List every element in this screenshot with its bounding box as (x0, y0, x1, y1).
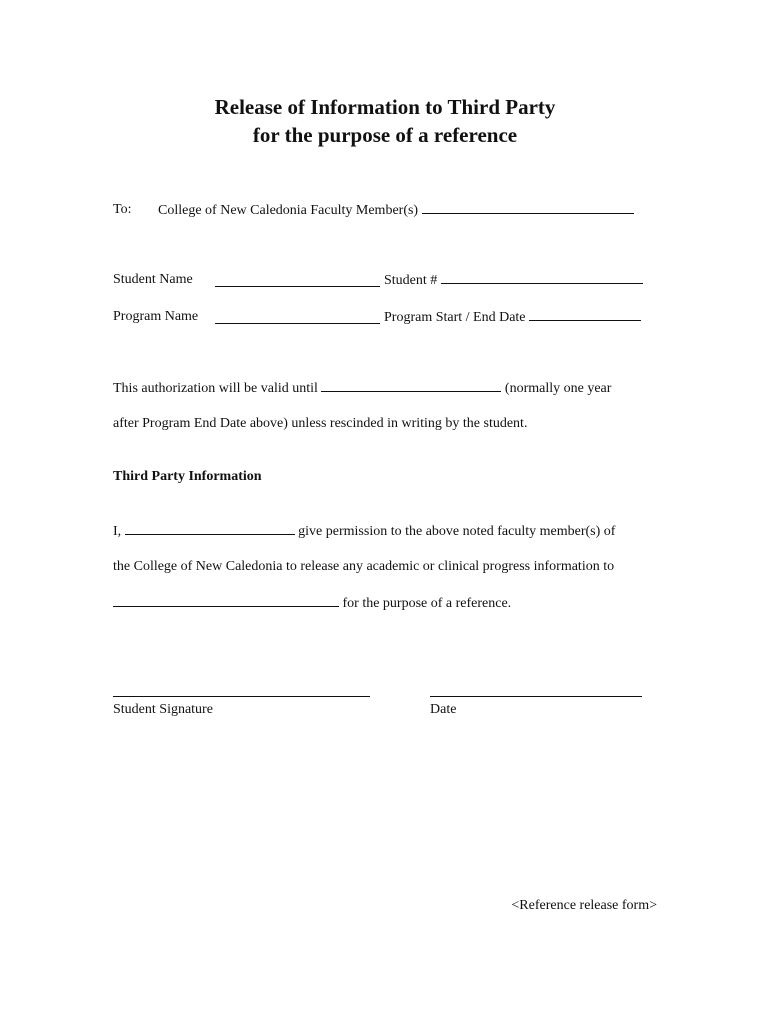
student-name-field[interactable] (215, 274, 380, 287)
student-number-label: Student # (384, 273, 438, 288)
date-field[interactable] (430, 696, 642, 697)
program-dates-field[interactable] (529, 308, 641, 321)
student-signature-label: Student Signature (113, 702, 213, 717)
student-signature-field[interactable] (113, 696, 370, 697)
recipient-text: College of New Caledonia Faculty Member(s) (158, 203, 419, 218)
document-title-line-2: for the purpose of a reference (252, 123, 518, 147)
program-dates-row (384, 308, 641, 327)
purpose-text: for the purpose of a reference. (342, 596, 512, 611)
third-party-name-field[interactable] (113, 594, 339, 607)
date-label: Date (430, 702, 457, 717)
authorization-suffix: (normally one year (504, 381, 612, 396)
program-name-label: Program Name (113, 309, 199, 324)
form-label: <Reference release form> (511, 898, 657, 913)
i-label: I, (113, 524, 122, 539)
to-row (158, 201, 634, 220)
program-name-field[interactable] (215, 311, 380, 324)
authorization-prefix: This authorization will be valid until (113, 381, 318, 396)
permission-text: give permission to the above noted faculty member(s) of (298, 524, 616, 539)
student-number-row (384, 271, 643, 290)
student-name-label: Student Name (113, 272, 193, 287)
third-party-heading: Third Party Information (113, 469, 262, 484)
permission-line-2: the College of New Caledonia to release any academic or clinical progress information to (113, 559, 615, 574)
permission-line-3 (113, 594, 511, 613)
authorization-line-1 (113, 379, 611, 398)
to-label: To: (113, 202, 132, 217)
student-number-field[interactable] (441, 271, 643, 284)
permission-line-1 (113, 522, 615, 541)
faculty-member-field[interactable] (422, 201, 634, 214)
grantor-name-field[interactable] (125, 522, 295, 535)
program-dates-label: Program Start / End Date (384, 310, 526, 325)
valid-until-field[interactable] (321, 379, 501, 392)
document-title-line-1: Release of Information to Third Party (214, 95, 556, 119)
authorization-line-2: after Program End Date above) unless rescinded in writing by the student. (113, 416, 528, 431)
